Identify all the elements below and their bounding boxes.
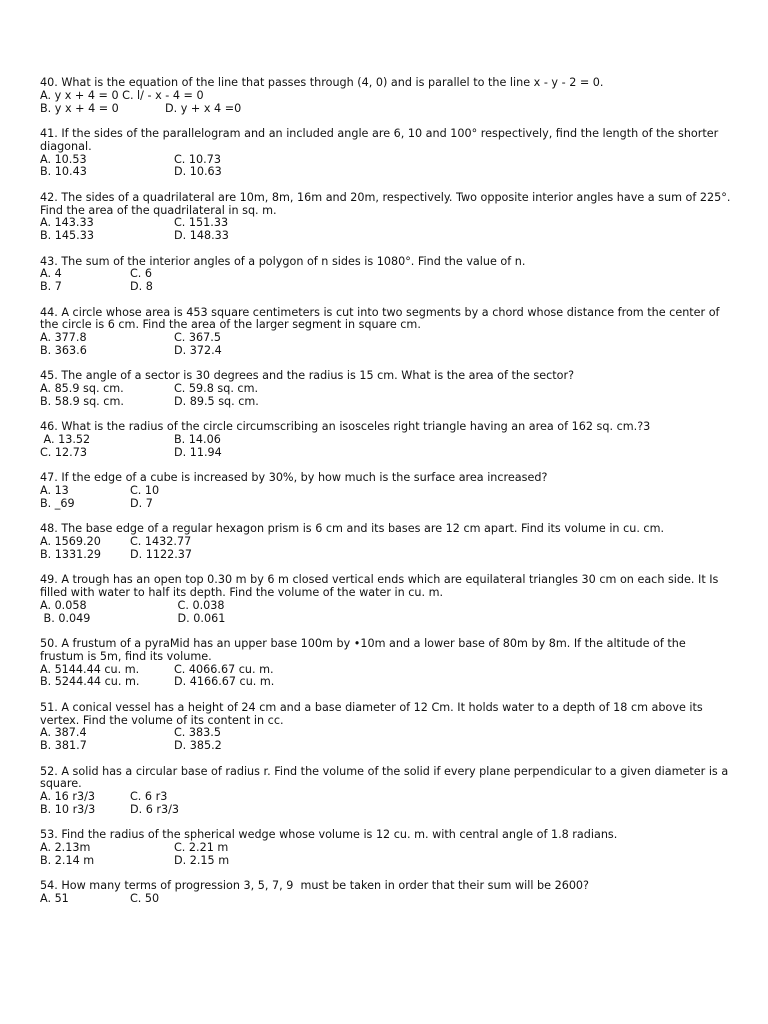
choice-b: B. 145.33 [40, 229, 94, 243]
choice-row [40, 154, 732, 167]
choice-row [40, 549, 732, 562]
choice-d: D. 385.2 [174, 739, 222, 753]
choice-row [40, 613, 732, 626]
choice-b: B. 381.7 [40, 739, 87, 753]
question-47 [40, 472, 732, 510]
choice-c: C. 6 [130, 267, 153, 281]
choice-c: C. 0.038 [174, 598, 225, 612]
choice-b: B. 0.049 [40, 611, 91, 625]
choice-b: B. 14.06 [174, 433, 221, 447]
choice-a: A. 16 r3/3 [40, 790, 95, 804]
choice-row [40, 855, 732, 868]
choice-c: C. 50 [130, 892, 160, 906]
question-46 [40, 421, 732, 459]
choice-a: A. 5144.44 cu. m. [40, 662, 140, 676]
question-text: 46. What is the radius of the circle circumscribing an isosceles right triangle having an area of 162 sq. cm.?3 [40, 420, 651, 434]
choice-a: A. 2.13m [40, 841, 91, 855]
choice-a: A. 10.53 [40, 152, 87, 166]
question-45 [40, 370, 732, 408]
choice-row [40, 536, 732, 549]
choice-row [40, 664, 732, 677]
choice-a: A. 387.4 [40, 726, 87, 740]
choice-c: C. 4066.67 cu. m. [174, 662, 274, 676]
choice-c: C. 59.8 sq. cm. [174, 382, 259, 396]
choice-c: C. 383.5 [174, 726, 221, 740]
question-48 [40, 523, 732, 561]
question-41 [40, 128, 732, 179]
choice-row [40, 217, 732, 230]
question-text: 53. Find the radius of the spherical wedge whose volume is 12 cu. m. with central angle of 1.8 radians. [40, 828, 618, 842]
choice-b: B. 363.6 [40, 343, 87, 357]
choice-b: B. 58.9 sq. cm. [40, 394, 124, 408]
choice-a: A. 85.9 sq. cm. [40, 382, 124, 396]
choice-d: D. 11.94 [174, 445, 222, 459]
choice-c: C. 10 [130, 484, 160, 498]
choice-row [40, 842, 732, 855]
question-text: 40. What is the equation of the line that passes through (4, 0) and is parallel to the line x - y - 2 = 0. [40, 76, 604, 89]
choice-d: D. 4166.67 cu. m. [174, 675, 275, 689]
question-52 [40, 766, 732, 817]
choice-row [40, 727, 732, 740]
question-54 [40, 880, 732, 906]
choice-a: A. 13 [40, 484, 69, 498]
choice-d: D. 1122.37 [130, 547, 192, 561]
choice-b: B. 10 r3/3 [40, 802, 96, 816]
choice-a: A. 13.52 [40, 433, 91, 447]
choice-row [40, 281, 732, 294]
choice-d: D. 8 [130, 280, 153, 294]
choice-a: A. 4 [40, 267, 62, 281]
choice-d: D. 0.061 [174, 611, 226, 625]
exam-page [40, 77, 732, 919]
choice-d: D. 7 [130, 496, 153, 510]
choice-row [40, 740, 732, 753]
choice-c: C. 2.21 m [174, 841, 229, 855]
choice-c: C. 367.5 [174, 331, 221, 345]
question-text: 54. How many terms of progression 3, 5, 7, 9 must be taken in order that their sum will be 2600? [40, 879, 589, 893]
choice-d: D. 372.4 [174, 343, 222, 357]
choice-d: D. 2.15 m [174, 853, 230, 867]
choice-a: A. 0.058 [40, 598, 87, 612]
question-49 [40, 574, 732, 625]
question-text: 52. A solid has a circular base of radius r. Find the volume of the solid if every plane perpendicular to a given diameter is a square. [40, 764, 732, 791]
choice-d: D. 10.63 [174, 165, 222, 179]
choice-row [40, 893, 732, 906]
question-43 [40, 256, 732, 294]
choice-d: D. 89.5 sq. cm. [174, 394, 259, 408]
question-text: 41. If the sides of the parallelogram and an included angle are 6, 10 and 100° respectively, find the length of the shorter diagonal. [40, 126, 722, 153]
choice-row [40, 166, 732, 179]
choice-row [40, 447, 732, 460]
choice-b: B. 1331.29 [40, 547, 102, 561]
choice-row [40, 804, 732, 817]
choice-row [40, 383, 732, 396]
question-53 [40, 829, 732, 867]
question-text: 47. If the edge of a cube is increased by 30%, by how much is the surface area increased? [40, 471, 548, 485]
choice-row [40, 332, 732, 345]
answer-line: B. y x + 4 = 0 D. y + x 4 =0 [40, 101, 242, 115]
choice-a: A. 1569.20 [40, 535, 101, 549]
question-text: 42. The sides of a quadrilateral are 10m, 8m, 16m and 20m, respectively. Two opposite interior angles have a sum of 225°. Find the area of the quadrilateral in sq. m. [40, 190, 734, 217]
choice-d: D. 6 r3/3 [130, 802, 180, 816]
question-text: 43. The sum of the interior angles of a polygon of n sides is 1080°. Find the value of n. [40, 254, 526, 268]
question-44 [40, 307, 732, 358]
choice-c: C. 1432.77 [130, 535, 192, 549]
choice-row [40, 345, 732, 358]
choice-row [40, 485, 732, 498]
question-text: 44. A circle whose area is 453 square centimeters is cut into two segments by a chord whose distance from the center of the circle is 6 cm. Find the area of the larger segment in square cm. [40, 305, 724, 332]
answer-line: A. y x + 4 = 0 C. l/ - x - 4 = 0 [40, 88, 204, 102]
question-text: 50. A frustum of a pyraMid has an upper base 100m by •10m and a lower base of 80m by 8m. If the altitude of the frustum is 5m, find its volume. [40, 637, 690, 663]
choice-b: B. 5244.44 cu. m. [40, 675, 140, 689]
choice-b: B. 10.43 [40, 165, 87, 179]
question-50 [40, 638, 732, 689]
question-40 [40, 77, 732, 115]
question-text: 51. A conical vessel has a height of 24 cm and a base diameter of 12 Cm. It holds water to a depth of 18 cm above its vertex. Find the volume of its content in cc. [40, 700, 707, 727]
choice-c: C. 6 r3 [130, 790, 168, 804]
question-42 [40, 192, 732, 243]
choice-row [40, 676, 732, 689]
choice-c: C. 10.73 [174, 152, 221, 166]
choice-a: A. 377.8 [40, 331, 87, 345]
question-text: 49. A trough has an open top 0.30 m by 6 m closed vertical ends which are equilateral triangles 30 cm on each side. It Is filled with water to half its depth. Find the volume of the water in cu. m. [40, 573, 722, 600]
choice-row [40, 230, 732, 243]
choice-b: B. _69 [40, 496, 75, 510]
choice-row [40, 498, 732, 511]
choice-a: A. 51 [40, 892, 69, 906]
choice-b: B. 7 [40, 280, 62, 294]
question-text: 48. The base edge of a regular hexagon prism is 6 cm and its bases are 12 cm apart. Find its volume in cu. cm. [40, 522, 665, 536]
choice-b: B. 2.14 m [40, 853, 95, 867]
choice-c: C. 12.73 [40, 445, 87, 459]
choice-c: C. 151.33 [174, 216, 229, 230]
choice-row [40, 396, 732, 409]
choice-row [40, 600, 732, 613]
choice-row [40, 434, 732, 447]
question-text: 45. The angle of a sector is 30 degrees and the radius is 15 cm. What is the area of the sector? [40, 369, 575, 383]
choice-d: D. 148.33 [174, 229, 229, 243]
choice-a: A. 143.33 [40, 216, 94, 230]
question-51 [40, 702, 732, 753]
